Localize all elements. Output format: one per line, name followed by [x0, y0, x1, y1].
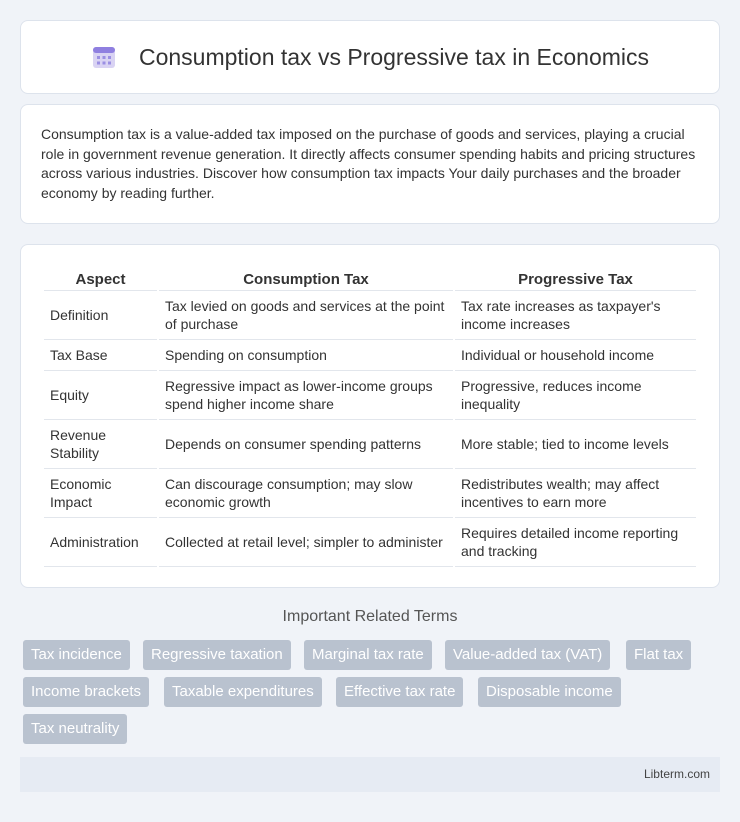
column-header: Aspect — [44, 265, 157, 291]
table-cell: Can discourage consumption; may slow economic growth — [159, 469, 453, 518]
table-row — [44, 291, 696, 340]
table-cell: Depends on consumer spending patterns — [159, 420, 453, 469]
table-row — [44, 518, 696, 567]
column-header: Progressive Tax — [455, 265, 696, 291]
related-term-tag[interactable]: Value-added tax (VAT) — [445, 640, 610, 670]
related-term-tag[interactable]: Tax neutrality — [23, 714, 127, 744]
intro-card — [20, 104, 720, 224]
table-cell: Equity — [44, 371, 157, 420]
related-term-tag[interactable]: Tax incidence — [23, 640, 130, 670]
table-cell: Tax Base — [44, 340, 157, 371]
related-term-tag[interactable]: Flat tax — [626, 640, 691, 670]
table-cell: Tax levied on goods and services at the point of purchase — [159, 291, 453, 340]
table-cell: Individual or household income — [455, 340, 696, 371]
header-card — [20, 20, 720, 94]
related-term-tag[interactable]: Income brackets — [23, 677, 149, 707]
table-cell: Tax rate increases as taxpayer's income increases — [455, 291, 696, 340]
table-cell: Administration — [44, 518, 157, 567]
column-header: Consumption Tax — [159, 265, 453, 291]
table-cell: Collected at retail level; simpler to administer — [159, 518, 453, 567]
related-term-tag[interactable]: Disposable income — [478, 677, 621, 707]
table-cell: Economic Impact — [44, 469, 157, 518]
related-terms-title: Important Related Terms — [282, 608, 458, 625]
table-cell: Redistributes wealth; may affect incentives to earn more — [455, 469, 696, 518]
related-term-tag[interactable]: Taxable expenditures — [164, 677, 322, 707]
footer — [20, 757, 720, 792]
table-row — [44, 420, 696, 469]
table-cell: Definition — [44, 291, 157, 340]
table-cell: More stable; tied to income levels — [455, 420, 696, 469]
table-row — [44, 469, 696, 518]
table-row — [44, 371, 696, 420]
page-title: Consumption tax vs Progressive tax in Economics — [138, 43, 650, 70]
table-cell: Regressive impact as lower-income groups spend higher income share — [159, 371, 453, 420]
intro-text: Consumption tax is a value-added tax imposed on the purchase of goods and services, playing a crucial role in government revenue generation. It directly affects consumer spending habits and pricing structures across various industries. Discover how consumption tax impacts Your daily purchases and the broader economy by reading further. — [41, 126, 696, 201]
table-cell: Revenue Stability — [44, 420, 157, 469]
footer-link[interactable]: Libterm.com — [643, 767, 710, 781]
table-cell: Spending on consumption — [159, 340, 453, 371]
table-row — [44, 340, 696, 371]
comparison-table — [42, 265, 698, 567]
comparison-table-card — [20, 244, 720, 588]
table-header-row — [44, 265, 696, 291]
table-cell: Requires detailed income reporting and tracking — [455, 518, 696, 567]
related-term-tag[interactable]: Marginal tax rate — [304, 640, 432, 670]
table-cell: Progressive, reduces income inequality — [455, 371, 696, 420]
calendar-icon — [91, 44, 117, 70]
related-term-tag[interactable]: Regressive taxation — [143, 640, 291, 670]
related-term-tag[interactable]: Effective tax rate — [336, 677, 463, 707]
